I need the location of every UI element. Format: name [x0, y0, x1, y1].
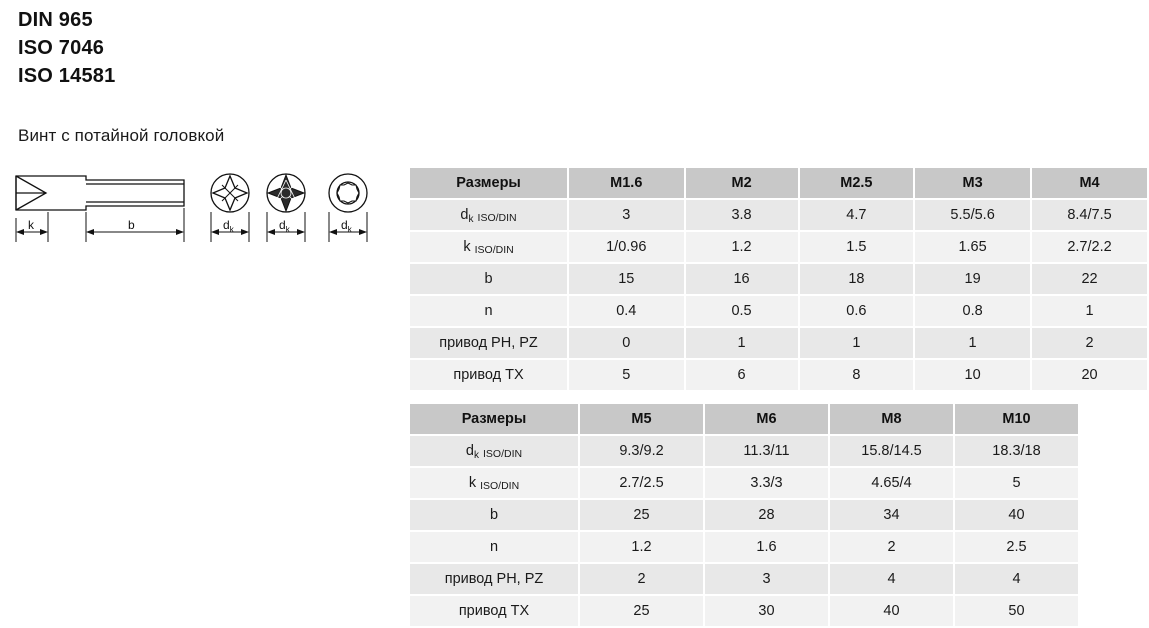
- table1-row3-col1: 0.4: [568, 295, 684, 327]
- table1-header-2: M2: [685, 167, 799, 199]
- spec-table-2: [408, 402, 1080, 628]
- table1-row4-col5: 2: [1031, 327, 1148, 359]
- drawing-label-dk-1: $d_k$: [223, 218, 234, 234]
- table1-row2-col5: 22: [1031, 263, 1148, 295]
- table2-header-0: Размеры: [409, 403, 579, 435]
- table1-row0-col2: 3.8: [685, 199, 799, 231]
- table-row: [409, 359, 1148, 391]
- table-row: [409, 499, 1079, 531]
- drawing-label-b: b: [128, 218, 135, 232]
- table1-row4-col4: 1: [914, 327, 1031, 359]
- drawing-label-dk-3: $d_k$: [341, 218, 352, 234]
- table2-row0-col1: 9.3/9.2: [579, 435, 704, 467]
- table2-header-4: M10: [954, 403, 1079, 435]
- table2-header-1: M5: [579, 403, 704, 435]
- table1-row5-label: привод TX: [409, 359, 568, 391]
- table1-row0-col4: 5.5/5.6: [914, 199, 1031, 231]
- table1-header-5: M4: [1031, 167, 1148, 199]
- table2-row4-col2: 3: [704, 563, 829, 595]
- table1-row2-col3: 18: [799, 263, 915, 295]
- table2-row3-col4: 2.5: [954, 531, 1079, 563]
- table1-row4-label: привод PH, PZ: [409, 327, 568, 359]
- drawing-label-dk-2: $d_k$: [279, 218, 290, 234]
- table1-row2-col1: 15: [568, 263, 684, 295]
- spec-table-2-wrapper: [408, 402, 1080, 628]
- table2-row5-col3: 40: [829, 595, 954, 627]
- standard-iso-7046: ISO 7046: [18, 37, 105, 59]
- standards-list: [18, 6, 115, 90]
- table1-row4-col1: 0: [568, 327, 684, 359]
- table-row: [409, 467, 1079, 499]
- table-row: [409, 595, 1079, 627]
- table2-row4-col3: 4: [829, 563, 954, 595]
- table-header-row: [409, 167, 1148, 199]
- table1-row3-col5: 1: [1031, 295, 1148, 327]
- table-row: [409, 263, 1148, 295]
- table2-row3-label: n: [409, 531, 579, 563]
- table1-header-0: Размеры: [409, 167, 568, 199]
- table1-row2-col4: 19: [914, 263, 1031, 295]
- table2-row2-col2: 28: [704, 499, 829, 531]
- pozidriv-drive-icon: [267, 174, 305, 212]
- table-row: [409, 563, 1079, 595]
- table-row: [409, 435, 1079, 467]
- table2-row0-col3: 15.8/14.5: [829, 435, 954, 467]
- table1-row0-col5: 8.4/7.5: [1031, 199, 1148, 231]
- table1-row4-col2: 1: [685, 327, 799, 359]
- standard-din-965: DIN 965: [18, 9, 93, 31]
- table2-row5-label: привод TX: [409, 595, 579, 627]
- spec-table-1-wrapper: [408, 166, 1149, 392]
- torx-drive-icon: [329, 174, 367, 212]
- table2-row3-col1: 1.2: [579, 531, 704, 563]
- table1-row1-label: k ISO/DIN: [409, 231, 568, 263]
- table-row: [409, 231, 1148, 263]
- table1-row0-label: $d_k$ ISO/DIN: [409, 199, 568, 231]
- standard-iso-14581: ISO 14581: [18, 65, 116, 87]
- table1-row5-col1: 5: [568, 359, 684, 391]
- table2-row2-col4: 40: [954, 499, 1079, 531]
- table2-row3-col3: 2: [829, 531, 954, 563]
- table2-row5-col2: 30: [704, 595, 829, 627]
- table-row: [409, 327, 1148, 359]
- table-header-row: [409, 403, 1079, 435]
- table1-header-4: M3: [914, 167, 1031, 199]
- table1-row1-col5: 2.7/2.2: [1031, 231, 1148, 263]
- table2-row3-col2: 1.6: [704, 531, 829, 563]
- table2-row0-col4: 18.3/18: [954, 435, 1079, 467]
- table2-row4-col4: 4: [954, 563, 1079, 595]
- table2-row4-label: привод PH, PZ: [409, 563, 579, 595]
- table2-row2-label: b: [409, 499, 579, 531]
- table2-row1-col4: 5: [954, 467, 1079, 499]
- table2-row2-col3: 34: [829, 499, 954, 531]
- table1-row0-col3: 4.7: [799, 199, 915, 231]
- table-row: [409, 531, 1079, 563]
- table-row: [409, 295, 1148, 327]
- table2-row2-col1: 25: [579, 499, 704, 531]
- table2-row1-col1: 2.7/2.5: [579, 467, 704, 499]
- table1-row3-col2: 0.5: [685, 295, 799, 327]
- table2-row4-col1: 2: [579, 563, 704, 595]
- table1-row1-col3: 1.5: [799, 231, 915, 263]
- drawing-label-k: k: [28, 218, 34, 232]
- table1-header-1: M1.6: [568, 167, 684, 199]
- screw-technical-drawing: [8, 162, 398, 272]
- table2-row0-label: $d_k$ ISO/DIN: [409, 435, 579, 467]
- table1-row5-col3: 8: [799, 359, 915, 391]
- table1-row3-col3: 0.6: [799, 295, 915, 327]
- table1-row3-col4: 0.8: [914, 295, 1031, 327]
- table1-header-3: M2.5: [799, 167, 915, 199]
- table1-row1-col1: 1/0.96: [568, 231, 684, 263]
- page-subtitle: Винт с потайной головкой: [18, 126, 225, 145]
- spec-table-1: [408, 166, 1149, 392]
- table1-row3-label: n: [409, 295, 568, 327]
- table2-row5-col1: 25: [579, 595, 704, 627]
- table2-header-2: M6: [704, 403, 829, 435]
- phillips-cross-drive-icon: [211, 174, 249, 212]
- table2-row0-col2: 11.3/11: [704, 435, 829, 467]
- table1-row0-col1: 3: [568, 199, 684, 231]
- table2-row1-label: k ISO/DIN: [409, 467, 579, 499]
- table2-row1-col3: 4.65/4: [829, 467, 954, 499]
- table-row: [409, 199, 1148, 231]
- table1-row1-col4: 1.65: [914, 231, 1031, 263]
- table1-row1-col2: 1.2: [685, 231, 799, 263]
- table2-row5-col4: 50: [954, 595, 1079, 627]
- table2-header-3: M8: [829, 403, 954, 435]
- table1-row2-col2: 16: [685, 263, 799, 295]
- table1-row4-col3: 1: [799, 327, 915, 359]
- table1-row2-label: b: [409, 263, 568, 295]
- table2-row1-col2: 3.3/3: [704, 467, 829, 499]
- table1-row5-col5: 20: [1031, 359, 1148, 391]
- table1-row5-col2: 6: [685, 359, 799, 391]
- table1-row5-col4: 10: [914, 359, 1031, 391]
